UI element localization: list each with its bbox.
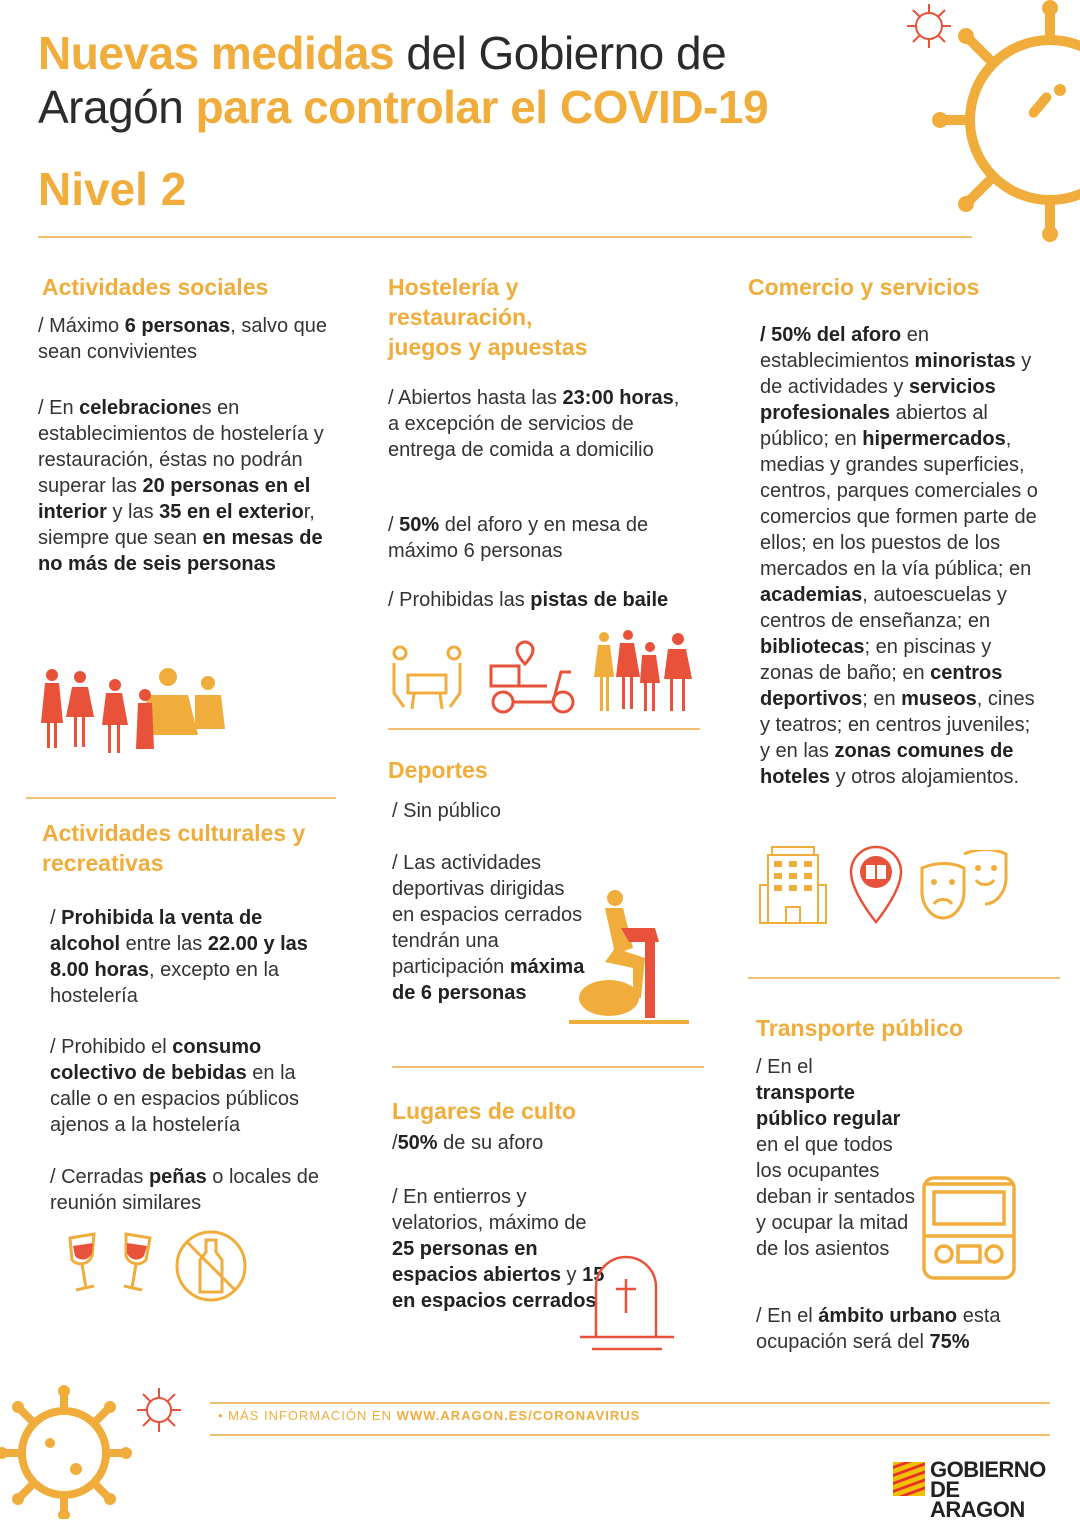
transporte-paragraph-2: / En el ámbito urbano esta ocupación será del 75% <box>756 1305 1001 1353</box>
deportes-paragraph-1: / Sin público <box>392 800 501 822</box>
hosteleria-paragraph-2: / 50% del aforo y en mesa de máximo 6 personas <box>388 514 649 562</box>
sociales-paragraph-2: / En celebraciones en establecimientos de hostelería y restauración, éstas no podrán superar las 20 personas en el interior y las 35 en el exterior, siempre que sean en mesas de no más de seis personas <box>38 397 324 575</box>
section-heading-culto: Lugares de culto <box>392 1098 577 1124</box>
virus-icon <box>0 1385 134 1519</box>
hosteleria-paragraph-1: / Abiertos hasta las 23:00 horas, a excepción de servicios de entrega de comida a domicilio <box>388 387 680 461</box>
spinning-bike-icon <box>565 888 695 1028</box>
divider <box>26 797 336 799</box>
comercio-paragraph-1: / 50% del aforo en establecimientos minoristas y de actividades y servicios profesionales abiertos al público; en hipermercados, medias y grandes superficies, centros, parques comerciales o comercios que formen parte de ellos; en los puestos de los mercados en la vía pública; en academias, autoescuelas y centros de enseñanza; en bibliotecas; en piscinas y zonas de baño; en centros deportivos; en museos, cines y teatros; en centros juveniles; y en las zonas comunes de hoteles y otros alojamientos. <box>760 324 1038 788</box>
book-location-icon <box>848 845 904 925</box>
bus-icon <box>920 1174 1020 1284</box>
gobierno-aragon-logo <box>893 1457 1053 1522</box>
page-title: Nuevas medidas del Gobierno de Aragón para controlar el COVID-19 <box>38 27 769 133</box>
section-heading-sociales: Actividades sociales <box>42 274 269 300</box>
restaurant-table-icon <box>388 643 468 713</box>
cheers-glasses-icon <box>60 1228 160 1298</box>
section-heading-deportes: Deportes <box>388 757 488 783</box>
virus-icon <box>905 2 953 50</box>
level-label: Nivel 2 <box>38 163 187 215</box>
sociales-paragraph-1: / Máximo 6 personas, salvo que sean convivientes <box>38 315 328 363</box>
transporte-paragraph-1: / En el transporte público regular en el que todos los ocupantes deban ir sentados y ocupar la mitad de los asientos <box>756 1056 916 1260</box>
logo-line-1: GOBIERNO <box>930 1457 1046 1482</box>
footer-divider-top <box>210 1402 1050 1404</box>
theatre-masks-icon <box>918 850 1010 922</box>
dancers-icon <box>590 625 702 715</box>
hosteleria-paragraph-3: / Prohibidas las pistas de baile <box>388 589 669 611</box>
section-heading-transporte: Transporte público <box>756 1015 964 1041</box>
culturales-paragraph-1: / Prohibida la venta de alcohol entre las 22.00 y las 8.00 horas, excepto en la hostelería <box>50 907 308 1007</box>
section-heading-comercio: Comercio y servicios <box>748 274 980 300</box>
divider <box>392 1066 704 1068</box>
virus-icon <box>134 1385 184 1435</box>
divider <box>388 728 700 730</box>
deportes-paragraph-2: / Las actividades deportivas dirigidas en espacios cerrados tendrán una participación máxima de 6 personas <box>392 852 585 1004</box>
header-divider <box>38 236 972 238</box>
section-heading-culturales: Actividades culturales y recreativas <box>42 820 306 876</box>
tombstone-icon <box>578 1255 678 1355</box>
footer-divider-bottom <box>210 1434 1050 1436</box>
culturales-paragraph-2: / Prohibido el consumo colectivo de bebidas en la calle o en espacios públicos ajenos a la hostelería <box>50 1036 300 1136</box>
more-info-link[interactable]: WWW.ARAGON.ES/CORONAVIRUS <box>396 1408 641 1423</box>
section-heading-hosteleria: Hostelería y restauración, juegos y apuestas <box>388 274 588 360</box>
divider <box>748 977 1060 979</box>
culturales-paragraph-3: / Cerradas peñas o locales de reunión similares <box>50 1166 320 1214</box>
hotel-icon <box>758 845 828 925</box>
no-alcohol-icon <box>173 1228 249 1304</box>
delivery-scooter-icon <box>487 638 582 716</box>
logo-line-2: DE ARAGON <box>930 1477 1025 1522</box>
culto-paragraph-1: /50% de su aforo <box>392 1132 544 1154</box>
dancing-people-icon <box>40 665 230 765</box>
culto-paragraph-2: / En entierros y velatorios, máximo de 25 personas en espacios abiertos y 15 en espacios cerrados <box>392 1186 605 1312</box>
more-info-text: • MÁS INFORMACIÓN EN WWW.ARAGON.ES/CORONAVIRUS <box>218 1408 641 1423</box>
